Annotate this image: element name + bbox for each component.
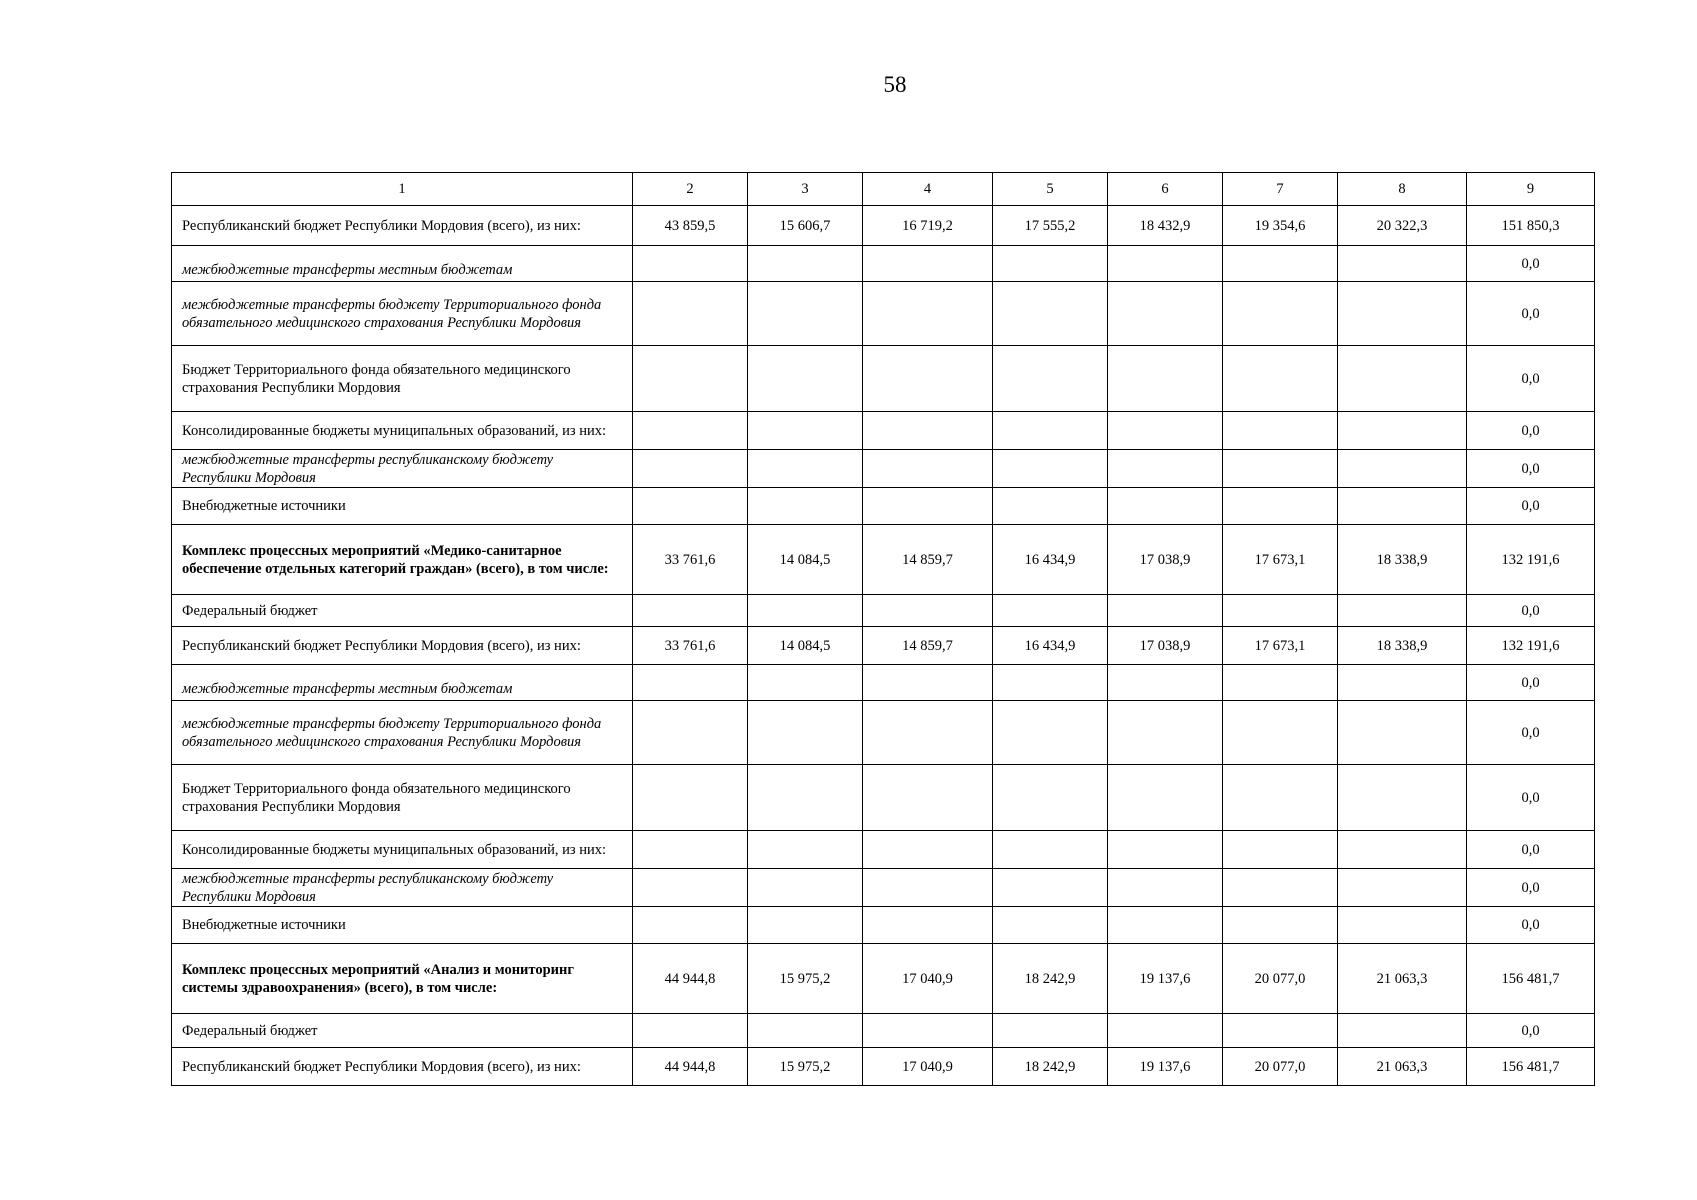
value-cell: [993, 246, 1108, 282]
value-cell: [863, 701, 993, 765]
value-cell: [1223, 1014, 1338, 1048]
header-cell: 4: [863, 173, 993, 206]
value-cell: [1223, 450, 1338, 488]
value-cell: [863, 282, 993, 346]
value-cell: 16 434,9: [993, 627, 1108, 665]
value-cell: 44 944,8: [633, 944, 748, 1014]
table-row: [172, 450, 1595, 488]
value-cell: [993, 1014, 1108, 1048]
value-cell: [863, 1014, 993, 1048]
header-cell: 6: [1108, 173, 1223, 206]
value-cell: [863, 450, 993, 488]
value-cell: [993, 765, 1108, 831]
value-cell: 14 084,5: [748, 627, 863, 665]
row-label: Бюджет Территориального фонда обязательного медицинского страхования Республики Мордовия: [172, 765, 633, 831]
value-cell: [633, 412, 748, 450]
value-cell: 0,0: [1467, 246, 1595, 282]
row-label: межбюджетные трансферты республиканскому бюджету Республики Мордовия: [172, 869, 633, 907]
value-cell: 151 850,3: [1467, 206, 1595, 246]
value-cell: 44 944,8: [633, 1048, 748, 1086]
value-cell: [1338, 282, 1467, 346]
value-cell: [748, 282, 863, 346]
value-cell: [1338, 1014, 1467, 1048]
value-cell: 33 761,6: [633, 525, 748, 595]
value-cell: [1223, 412, 1338, 450]
table-row: [172, 869, 1595, 907]
value-cell: [633, 346, 748, 412]
value-cell: [748, 907, 863, 944]
value-cell: [633, 701, 748, 765]
value-cell: 20 322,3: [1338, 206, 1467, 246]
value-cell: 0,0: [1467, 282, 1595, 346]
value-cell: [633, 665, 748, 701]
value-cell: 14 859,7: [863, 627, 993, 665]
value-cell: [1338, 450, 1467, 488]
value-cell: [863, 665, 993, 701]
table-row: [172, 907, 1595, 944]
table-row: [172, 944, 1595, 1014]
value-cell: [1108, 412, 1223, 450]
table-row: [172, 488, 1595, 525]
row-label: Консолидированные бюджеты муниципальных образований, из них:: [172, 831, 633, 869]
table-row: [172, 1014, 1595, 1048]
table-row: [172, 831, 1595, 869]
value-cell: 17 673,1: [1223, 525, 1338, 595]
row-label: межбюджетные трансферты местным бюджетам: [172, 246, 633, 282]
value-cell: [993, 701, 1108, 765]
row-label: Республиканский бюджет Республики Мордовия (всего), из них:: [172, 206, 633, 246]
table-row: [172, 346, 1595, 412]
value-cell: 17 040,9: [863, 1048, 993, 1086]
value-cell: [1338, 412, 1467, 450]
value-cell: [748, 412, 863, 450]
value-cell: [1223, 595, 1338, 627]
value-cell: 18 242,9: [993, 1048, 1108, 1086]
value-cell: [1108, 665, 1223, 701]
value-cell: 15 606,7: [748, 206, 863, 246]
value-cell: [993, 595, 1108, 627]
header-cell: 9: [1467, 173, 1595, 206]
value-cell: 0,0: [1467, 831, 1595, 869]
table-header-row: [172, 173, 1595, 206]
value-cell: [1223, 907, 1338, 944]
value-cell: [633, 765, 748, 831]
value-cell: 18 242,9: [993, 944, 1108, 1014]
table-row: [172, 765, 1595, 831]
value-cell: [1223, 701, 1338, 765]
table-row: [172, 206, 1595, 246]
table-row: [172, 627, 1595, 665]
row-label: межбюджетные трансферты местным бюджетам: [172, 665, 633, 701]
row-label: Комплекс процессных мероприятий «Медико-санитарное обеспечение отдельных категорий граждан» (всего), в том числе:: [172, 525, 633, 595]
value-cell: 16 434,9: [993, 525, 1108, 595]
value-cell: [748, 869, 863, 907]
row-label: Внебюджетные источники: [172, 488, 633, 525]
value-cell: [1108, 907, 1223, 944]
row-label: Республиканский бюджет Республики Мордовия (всего), из них:: [172, 627, 633, 665]
value-cell: 156 481,7: [1467, 944, 1595, 1014]
value-cell: 0,0: [1467, 701, 1595, 765]
value-cell: [863, 595, 993, 627]
value-cell: 0,0: [1467, 595, 1595, 627]
value-cell: [1223, 831, 1338, 869]
value-cell: 0,0: [1467, 412, 1595, 450]
value-cell: [993, 282, 1108, 346]
value-cell: [748, 831, 863, 869]
header-cell: 7: [1223, 173, 1338, 206]
value-cell: 19 354,6: [1223, 206, 1338, 246]
table-row: [172, 246, 1595, 282]
value-cell: [863, 346, 993, 412]
row-label: Комплекс процессных мероприятий «Анализ и мониторинг системы здравоохранения» (всего), в том числе:: [172, 944, 633, 1014]
value-cell: [633, 831, 748, 869]
value-cell: 21 063,3: [1338, 1048, 1467, 1086]
value-cell: [633, 907, 748, 944]
value-cell: 17 555,2: [993, 206, 1108, 246]
value-cell: 14 859,7: [863, 525, 993, 595]
value-cell: 132 191,6: [1467, 525, 1595, 595]
value-cell: 18 432,9: [1108, 206, 1223, 246]
value-cell: [1338, 765, 1467, 831]
value-cell: [1108, 1014, 1223, 1048]
value-cell: [748, 246, 863, 282]
value-cell: 17 038,9: [1108, 627, 1223, 665]
budget-table: [171, 172, 1595, 1086]
value-cell: [1108, 282, 1223, 346]
value-cell: [1338, 907, 1467, 944]
header-cell: 8: [1338, 173, 1467, 206]
row-label: Федеральный бюджет: [172, 595, 633, 627]
value-cell: [633, 869, 748, 907]
value-cell: 0,0: [1467, 665, 1595, 701]
header-cell: 1: [172, 173, 633, 206]
value-cell: 18 338,9: [1338, 525, 1467, 595]
value-cell: [1108, 869, 1223, 907]
table-row: [172, 595, 1595, 627]
value-cell: [1223, 282, 1338, 346]
value-cell: [633, 450, 748, 488]
value-cell: 0,0: [1467, 1014, 1595, 1048]
value-cell: 17 673,1: [1223, 627, 1338, 665]
value-cell: [1223, 488, 1338, 525]
value-cell: [633, 595, 748, 627]
value-cell: [1223, 346, 1338, 412]
value-cell: 33 761,6: [633, 627, 748, 665]
table-row: [172, 412, 1595, 450]
value-cell: [633, 1014, 748, 1048]
header-cell: 5: [993, 173, 1108, 206]
value-cell: [633, 246, 748, 282]
value-cell: 15 975,2: [748, 1048, 863, 1086]
value-cell: 17 040,9: [863, 944, 993, 1014]
header-cell: 2: [633, 173, 748, 206]
page-number: 58: [883, 72, 907, 97]
value-cell: 17 038,9: [1108, 525, 1223, 595]
value-cell: [1108, 595, 1223, 627]
value-cell: [993, 907, 1108, 944]
value-cell: [1108, 346, 1223, 412]
value-cell: [748, 450, 863, 488]
value-cell: [1338, 346, 1467, 412]
value-cell: [748, 488, 863, 525]
value-cell: 15 975,2: [748, 944, 863, 1014]
value-cell: 132 191,6: [1467, 627, 1595, 665]
value-cell: [1108, 701, 1223, 765]
value-cell: [863, 412, 993, 450]
row-label: Внебюджетные источники: [172, 907, 633, 944]
value-cell: [1338, 831, 1467, 869]
value-cell: [633, 282, 748, 346]
table-row: [172, 701, 1595, 765]
value-cell: 0,0: [1467, 488, 1595, 525]
value-cell: [1108, 246, 1223, 282]
value-cell: [1338, 869, 1467, 907]
row-label: межбюджетные трансферты республиканскому бюджету Республики Мордовия: [172, 450, 633, 488]
value-cell: [748, 765, 863, 831]
value-cell: [863, 831, 993, 869]
value-cell: [1108, 450, 1223, 488]
value-cell: 0,0: [1467, 346, 1595, 412]
value-cell: [1108, 488, 1223, 525]
value-cell: [993, 412, 1108, 450]
row-label: межбюджетные трансферты бюджету Территориального фонда обязательного медицинского страхования Республики Мордовия: [172, 282, 633, 346]
table-row: [172, 665, 1595, 701]
value-cell: 0,0: [1467, 869, 1595, 907]
value-cell: [993, 346, 1108, 412]
row-label: Консолидированные бюджеты муниципальных образований, из них:: [172, 412, 633, 450]
value-cell: [1338, 246, 1467, 282]
value-cell: [993, 831, 1108, 869]
row-label: Республиканский бюджет Республики Мордовия (всего), из них:: [172, 1048, 633, 1086]
value-cell: [1223, 765, 1338, 831]
value-cell: 16 719,2: [863, 206, 993, 246]
value-cell: [1108, 831, 1223, 869]
value-cell: [863, 488, 993, 525]
row-label: Бюджет Территориального фонда обязательного медицинского страхования Республики Мордовия: [172, 346, 633, 412]
value-cell: [863, 246, 993, 282]
value-cell: [748, 1014, 863, 1048]
value-cell: 20 077,0: [1223, 1048, 1338, 1086]
value-cell: [1223, 869, 1338, 907]
table-row: [172, 1048, 1595, 1086]
value-cell: [863, 907, 993, 944]
value-cell: [863, 765, 993, 831]
value-cell: 0,0: [1467, 765, 1595, 831]
value-cell: 21 063,3: [1338, 944, 1467, 1014]
value-cell: [1338, 701, 1467, 765]
value-cell: [993, 665, 1108, 701]
row-label: межбюджетные трансферты бюджету Территориального фонда обязательного медицинского страхования Республики Мордовия: [172, 701, 633, 765]
value-cell: [748, 595, 863, 627]
value-cell: 43 859,5: [633, 206, 748, 246]
value-cell: [1223, 665, 1338, 701]
value-cell: 156 481,7: [1467, 1048, 1595, 1086]
value-cell: [993, 488, 1108, 525]
value-cell: 0,0: [1467, 450, 1595, 488]
value-cell: [748, 346, 863, 412]
value-cell: 20 077,0: [1223, 944, 1338, 1014]
value-cell: [993, 450, 1108, 488]
value-cell: [1338, 595, 1467, 627]
row-label: Федеральный бюджет: [172, 1014, 633, 1048]
value-cell: 18 338,9: [1338, 627, 1467, 665]
value-cell: 0,0: [1467, 907, 1595, 944]
table-row: [172, 525, 1595, 595]
value-cell: [993, 869, 1108, 907]
value-cell: [748, 665, 863, 701]
table-row: [172, 282, 1595, 346]
header-cell: 3: [748, 173, 863, 206]
table-body: [172, 173, 1595, 1086]
value-cell: [1338, 665, 1467, 701]
value-cell: [1223, 246, 1338, 282]
value-cell: [1108, 765, 1223, 831]
value-cell: 14 084,5: [748, 525, 863, 595]
value-cell: 19 137,6: [1108, 944, 1223, 1014]
value-cell: [748, 701, 863, 765]
value-cell: 19 137,6: [1108, 1048, 1223, 1086]
value-cell: [863, 869, 993, 907]
value-cell: [633, 488, 748, 525]
value-cell: [1338, 488, 1467, 525]
